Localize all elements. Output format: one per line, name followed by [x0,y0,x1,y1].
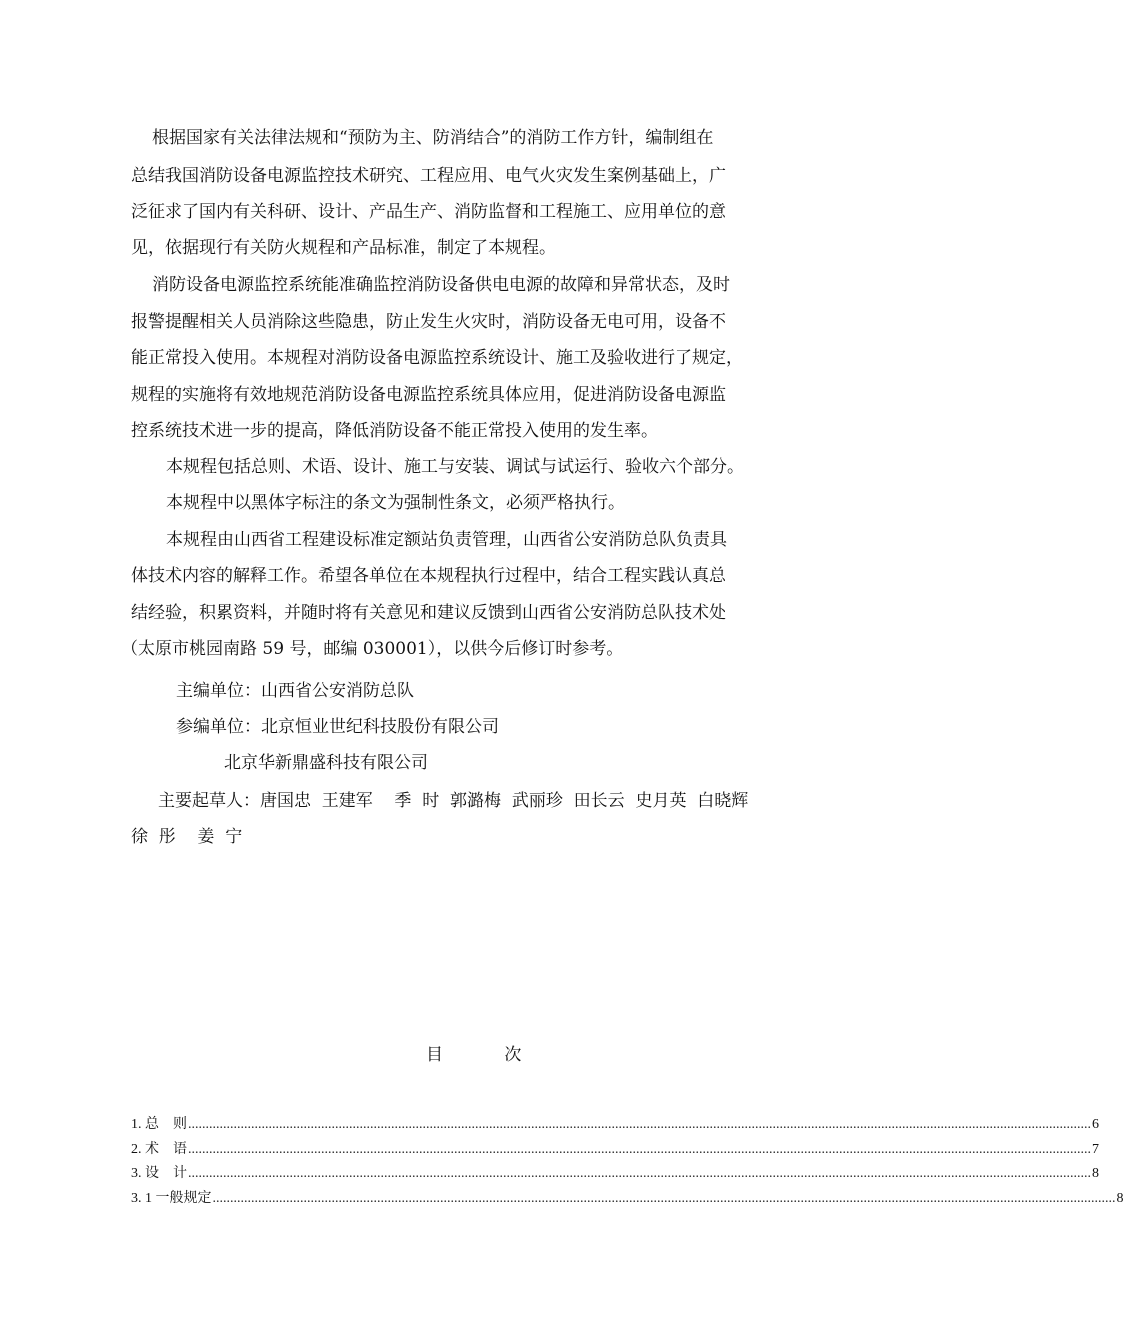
editor-unit: 主编单位：山西省公安消防总队 [176,681,414,701]
preface-p3: 本规程包括总则、术语、设计、施工与安装、调试与试运行、验收六个部分。 [166,457,744,477]
preface-p4: 本规程中以黑体字标注的条文为强制性条文，必须严格执行。 [166,493,625,513]
toc-item-page: 8 [1092,1166,1099,1181]
preface-p2-line5: 控系统技术进一步的提高，降低消防设备不能正常投入使用的发生率。 [131,421,658,441]
preface-p2-line4: 规程的实施将有效地规范消防设备电源监控系统具体应用，促进消防设备电源监 [131,385,726,405]
toc-leader-dots: .................................................................................................................................................................................................................................................................. [188,1142,1091,1157]
preface-p1-line1: 根据国家有关法律法规和“预防为主、防消结合”的消防工作方针，编制组在 [152,128,714,148]
preface-p1-line4: 见，依据现行有关防火规程和产品标准，制定了本规程。 [131,238,556,258]
toc-item-page: 6 [1092,1117,1099,1132]
toc-leader-dots: .................................................................................................................................................................................................................................................................. [188,1166,1091,1181]
preface-p2-line1: 消防设备电源监控系统能准确监控消防设备供电电源的故障和异常状态，及时 [152,275,730,295]
preface-p2-line3: 能正常投入使用。本规程对消防设备电源监控系统设计、施工及验收进行了规定， [131,348,743,368]
preface-p5-line2: 体技术内容的解释工作。希望各单位在本规程执行过程中，结合工程实践认真总 [131,566,726,586]
preface-p5-line1: 本规程由山西省工程建设标准定额站负责管理，山西省公安消防总队负责具 [166,530,727,550]
toc-item[interactable] [131,1138,1099,1158]
preface-p1-line2: 总结我国消防设备电源监控技术研究、工程应用、电气火灾发生案例基础上，广 [131,166,726,186]
preface-p2-line2: 报警提醒相关人员消除这些隐患，防止发生火灾时，消防设备无电可用，设备不 [131,312,726,332]
toc-item-label: 2. 术 语 [131,1142,187,1157]
drafters-line1: 主要起草人：唐国忠 王建军 季 时 郭潞梅 武丽珍 田长云 史月英 白晓辉 [158,791,749,811]
drafters-line2: 徐 彤 姜 宁 [131,827,243,847]
toc-item[interactable] [131,1162,1099,1182]
toc-item[interactable] [131,1187,1124,1207]
toc-item-page: 8 [1116,1191,1124,1206]
preface-p5-line3: 结经验，积累资料，并随时将有关意见和建议反馈到山西省公安消防总队技术处 [131,603,726,623]
toc-item-page: 7 [1092,1142,1099,1157]
toc-item-label: 3. 设 计 [131,1166,187,1181]
toc-title-char-2: 次 [504,1045,522,1065]
preface-p5-line4: （太原市桃园南路 59 号，邮编 030001），以供今后修订时参考。 [121,639,624,659]
toc-title [426,1040,521,1065]
toc-item-label: 1. 总 则 [131,1117,187,1132]
toc-item[interactable] [131,1113,1099,1133]
toc-title-char-1: 目 [426,1045,443,1065]
coeditor-unit: 参编单位：北京恒业世纪科技股份有限公司 [176,717,499,737]
coeditor-unit-2: 北京华新鼎盛科技有限公司 [224,753,428,773]
toc-leader-dots: .................................................................................................................................................................................................................................................................. [212,1191,1116,1206]
toc-leader-dots: .................................................................................................................................................................................................................................................................. [188,1117,1091,1132]
toc-item-label: 3. 1 一般规定 [131,1191,212,1206]
preface-p1-line3: 泛征求了国内有关科研、设计、产品生产、消防监督和工程施工、应用单位的意 [131,202,726,222]
